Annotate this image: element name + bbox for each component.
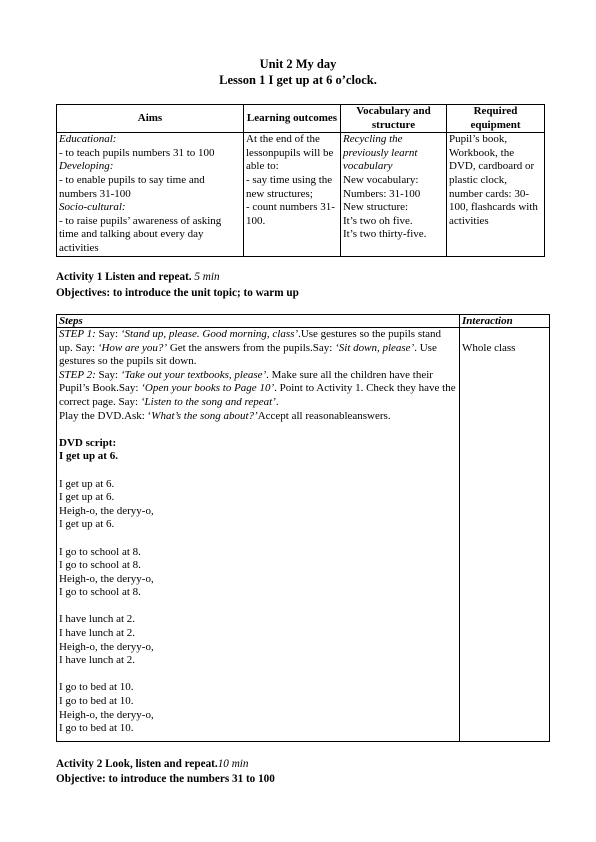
aims-table bbox=[56, 104, 545, 257]
step2-text-2: . Point to Activity 1. Check they have the correct page. Say: bbox=[59, 382, 456, 408]
aims-educational-label: Educational: bbox=[59, 133, 117, 146]
aims-developing-label: Developing: bbox=[59, 160, 114, 173]
step2-quote-3: ‘Listen to the song and repeat’ bbox=[140, 395, 276, 408]
song-line: I go to school at 8. bbox=[59, 586, 141, 599]
song-line: Heigh-o, the deryy-o, bbox=[59, 572, 154, 585]
aims-developing-text: - to enable pupils to say time and numbers 31-100 bbox=[59, 173, 205, 200]
song-verse-4 bbox=[59, 681, 457, 735]
song-line: I have lunch at 2. bbox=[59, 613, 136, 626]
aims-header: Aims bbox=[57, 105, 244, 133]
interaction-cell: Whole class bbox=[460, 328, 550, 742]
step1-text-2: Get the answers from the pupils.Say: bbox=[167, 341, 336, 354]
aims-socio-label: Socio-cultural: bbox=[59, 201, 126, 214]
activity2-objective: Objective: to introduce the numbers 31 to 100 bbox=[56, 773, 275, 785]
step2-quote-1: ‘Take out your textbooks, please’ bbox=[120, 368, 267, 381]
song-line: I go to bed at 10. bbox=[59, 681, 134, 694]
step1-text-3: . Use gestures so the pupils sit down. bbox=[59, 341, 437, 368]
song-title: I get up at 6. bbox=[59, 450, 118, 463]
song-line: I go to bed at 10. bbox=[59, 695, 134, 708]
activity2-time: 10 min bbox=[217, 758, 249, 770]
step2-quote-4: What’s the song about?’ bbox=[151, 409, 258, 422]
activity1-time: 5 min bbox=[194, 271, 220, 283]
step2-text-1: . Make sure all the children have their Pupil’s Book.Say: bbox=[59, 368, 433, 395]
step1-label: STEP 1: bbox=[59, 328, 96, 340]
step1-text-1: .Use gestures so the pupils stand up. Say: bbox=[59, 328, 442, 354]
outcomes-cell bbox=[244, 133, 341, 256]
step2-text-4: Accept all reasonableanswers. bbox=[257, 409, 391, 422]
song-line: I go to school at 8. bbox=[59, 545, 141, 558]
song-verse-1 bbox=[59, 478, 457, 532]
song-line: I get up at 6. bbox=[59, 477, 115, 490]
song-line: I get up at 6. bbox=[59, 491, 115, 504]
song-verse-3 bbox=[59, 613, 457, 667]
activity1-heading bbox=[56, 270, 220, 284]
outcomes-intro: At the end of the lessonpupils will be able to: bbox=[246, 133, 334, 173]
vocab-cell bbox=[341, 133, 447, 256]
vocab-structure-1: It’s two oh five. bbox=[343, 214, 413, 227]
song-line: Heigh-o, the deryy-o, bbox=[59, 640, 154, 653]
activity1-objectives: Objectives: to introduce the unit topic; to warm up bbox=[56, 287, 299, 299]
activity2-title: Activity 2 Look, listen and repeat. bbox=[56, 758, 218, 770]
song-line: Heigh-o, the deryy-o, bbox=[59, 504, 154, 517]
step1-quote-1: ‘Stand up, please. Good morning, class’ bbox=[120, 328, 299, 340]
outcomes-item-1: - say time using the new structures; bbox=[246, 173, 333, 200]
outcomes-header: Learning outcomes bbox=[244, 105, 341, 133]
aims-socio-text: - to raise pupils’ awareness of asking time and talking about every day activities bbox=[59, 214, 222, 254]
step-1 bbox=[59, 328, 457, 369]
step1-quote-2: ‘How are you?’ bbox=[97, 341, 168, 354]
step1-quote-3: ‘Sit down, please’ bbox=[335, 341, 415, 354]
step-2 bbox=[59, 369, 457, 410]
song-line: I have lunch at 2. bbox=[59, 654, 136, 667]
song-line: I go to bed at 10. bbox=[59, 722, 134, 735]
step1-say: Say: bbox=[95, 328, 121, 340]
step2-text-3: . bbox=[275, 395, 279, 408]
interaction-header: Interaction bbox=[460, 315, 550, 328]
activity2-heading bbox=[56, 757, 248, 771]
vocab-new: New vocabulary: Numbers: 31-100 bbox=[343, 173, 421, 200]
equipment-header: Required equipment bbox=[447, 105, 545, 133]
activity1-title: Activity 1 Listen and repeat. bbox=[56, 271, 192, 283]
steps-header: Steps bbox=[57, 315, 460, 328]
aims-cell bbox=[57, 133, 244, 256]
vocab-recycling: Recycling the previously learnt vocabulary bbox=[343, 133, 418, 173]
vocab-header: Vocabulary and structure bbox=[341, 105, 447, 133]
unit-title: Unit 2 My day bbox=[259, 57, 337, 71]
steps-cell bbox=[57, 328, 460, 742]
equipment-cell: Pupil’s book, Workbook, the DVD, cardboard or plastic clock, number cards: 30-100, flashcards with activities bbox=[447, 133, 545, 256]
dvd-script-label: DVD script: bbox=[59, 436, 117, 449]
step2-quote-2: ‘Open your books to Page 10’ bbox=[141, 382, 275, 395]
song-line: I get up at 6. bbox=[59, 518, 115, 531]
vocab-structure-label: New structure: bbox=[343, 201, 409, 214]
step2-play-text: Play the DVD.Ask: ‘ bbox=[59, 409, 152, 422]
song-verse-2 bbox=[59, 546, 457, 600]
song-line: I have lunch at 2. bbox=[59, 627, 136, 640]
aims-educational-text: - to teach pupils numbers 31 to 100 bbox=[59, 146, 215, 159]
step2-say: Say: bbox=[95, 368, 121, 381]
lesson-title: Lesson 1 I get up at 6 o’clock. bbox=[219, 73, 377, 87]
step2-label: STEP 2: bbox=[59, 368, 96, 381]
outcomes-item-2: - count numbers 31-100. bbox=[246, 201, 335, 227]
step-2-play bbox=[59, 410, 457, 424]
vocab-structure-2: It’s two thirty-five. bbox=[343, 228, 427, 241]
song-line: I go to school at 8. bbox=[59, 559, 141, 572]
song-line: Heigh-o, the deryy-o, bbox=[59, 708, 154, 721]
steps-table bbox=[56, 314, 550, 742]
